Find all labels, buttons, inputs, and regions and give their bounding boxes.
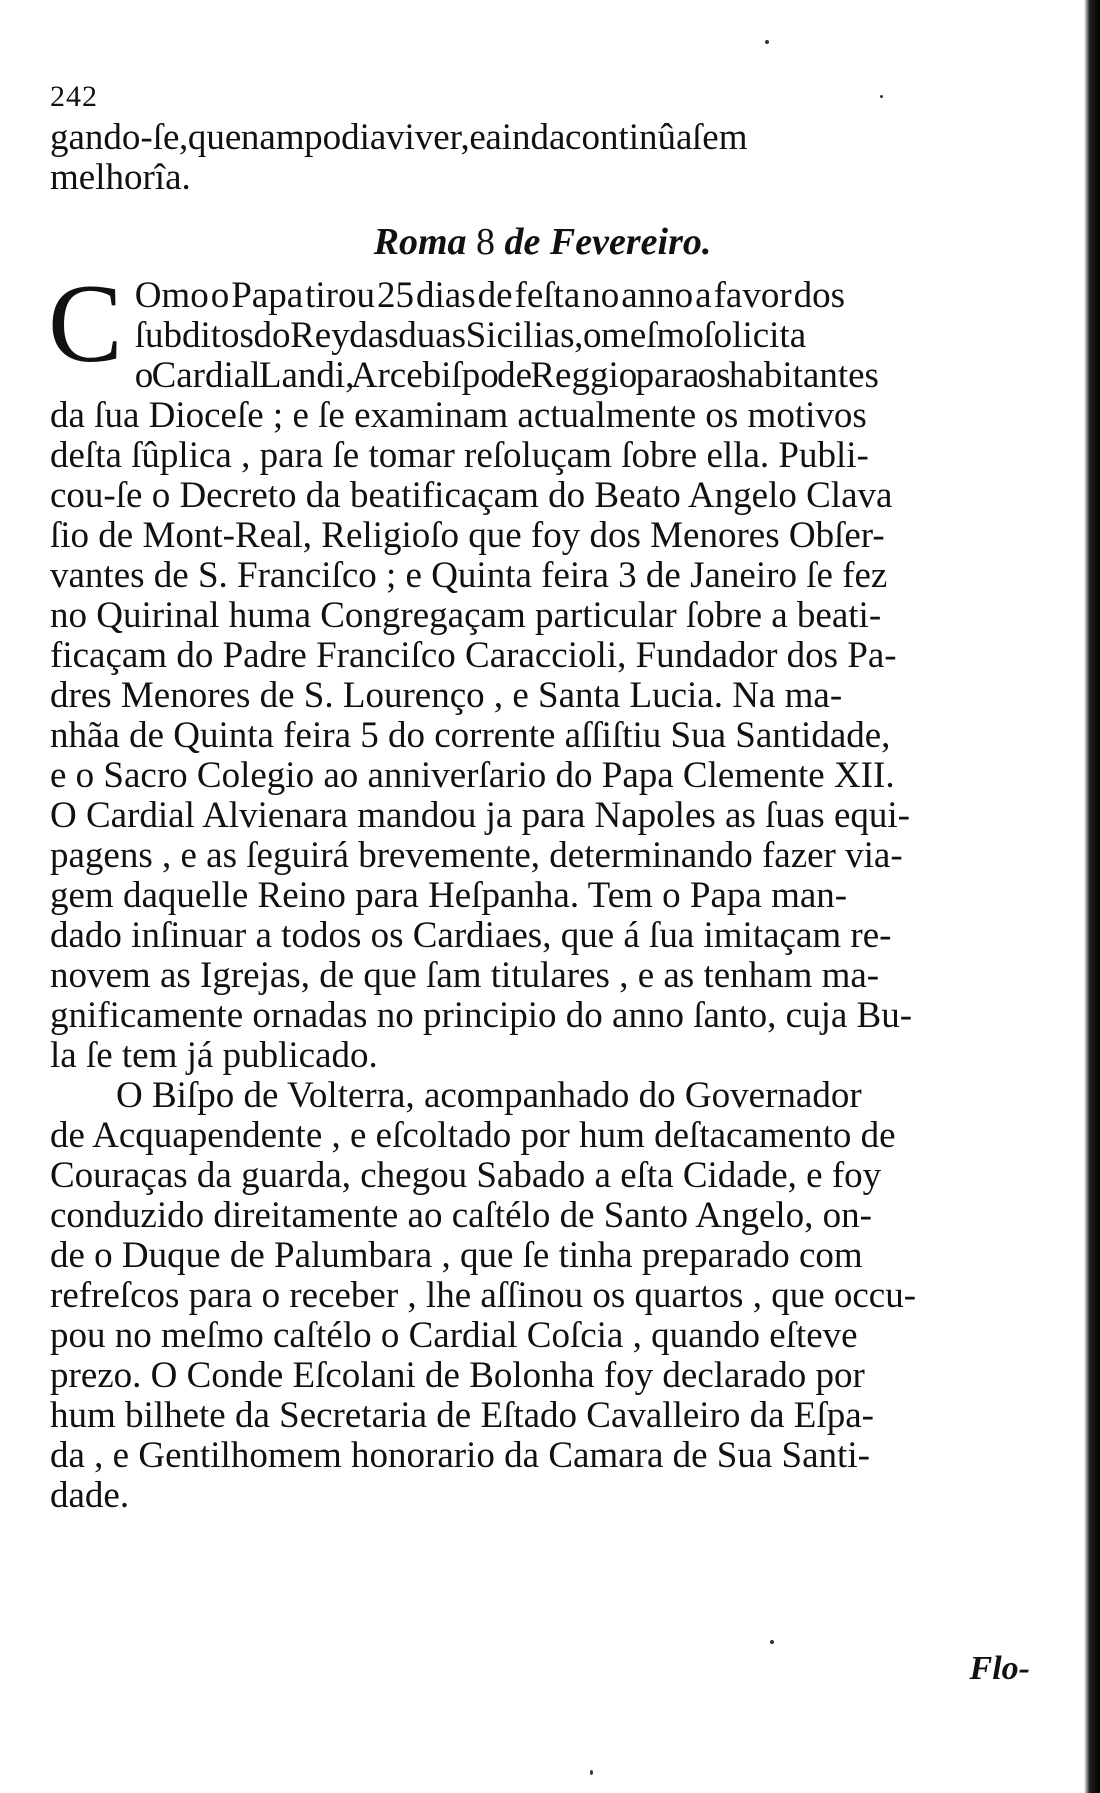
dateline-city: Roma	[373, 221, 467, 263]
text-line: prezo. O Conde Eſcolani de Bolonha foy declarado por	[50, 1355, 865, 1396]
paragraph-2	[50, 1076, 1035, 1516]
text-line: dres Menores de S. Lourenço , e Santa Lucia. Na ma-	[50, 675, 843, 716]
text-line: o Cardial Landi, Arcebiſpo de Reggio para os habitantes	[134, 355, 879, 396]
text-line: Omo o Papa tirou 25 dias de feſta no anno a favor dos	[134, 275, 846, 316]
ink-speck	[770, 1640, 774, 1644]
ink-speck	[590, 1770, 593, 1775]
text-line: dade.	[50, 1475, 130, 1516]
text-line: da , e Gentilhomem honorario da Camara de Sua Santi-	[50, 1435, 870, 1476]
text-body	[50, 118, 1035, 1516]
text-line: O Cardial Alvienara mandou ja para Napoles as ſuas equi-	[50, 795, 910, 836]
paragraph-1	[48, 262, 1035, 1076]
text-line: gem daquelle Reino para Heſpanha. Tem o Papa man-	[50, 875, 848, 916]
text-line: ficaçam do Padre Franciſco Caraccioli, Fundador dos Pa-	[50, 635, 897, 676]
text-line: de Acquapendente , e eſcoltado por hum deſtacamento de	[50, 1115, 896, 1156]
text-line: pagens , e as ſeguirá brevemente, determinando fazer via-	[50, 835, 903, 876]
drop-cap: C	[48, 262, 123, 386]
ink-speck	[765, 40, 769, 44]
ink-speck	[880, 95, 883, 98]
text-line: deſta ſûplica , para ſe tomar reſoluçam ſobre ella. Publi-	[50, 435, 869, 476]
text-line: gando-ſe , que nam podia viver, e ainda continûa ſem	[50, 117, 748, 158]
text-line: ſubditos do Rey das duas Sicilias , o meſmo ſolicita	[134, 315, 807, 356]
text-line: melhorîa.	[50, 157, 191, 198]
text-line: Couraças da guarda, chegou Sabado a eſta Cidade, e foy	[50, 1155, 882, 1196]
text-line: O Biſpo de Volterra, acompanhado do Governador	[116, 1075, 862, 1116]
dateline	[50, 222, 1035, 262]
text-line: conduzido direitamente ao caſtélo de Santo Angelo, on-	[50, 1195, 872, 1236]
page-binding-edge	[1084, 0, 1100, 1793]
text-line: de o Duque de Palumbara , que ſe tinha preparado com	[50, 1235, 863, 1276]
page-number: 242	[50, 80, 98, 113]
text-line: ſio de Mont-Real, Religioſo que foy dos Menores Obſer-	[50, 515, 885, 556]
dateline-rest: de Fevereiro.	[504, 221, 712, 263]
text-line: nhãa de Quinta feira 5 do corrente aſſiſtiu Sua Santidade,	[50, 715, 891, 756]
text-line: dado inſinuar a todos os Cardiaes, que á ſua imitaçam re-	[50, 915, 892, 956]
text-line: refreſcos para o receber , lhe aſſinou os quartos , que occu-	[50, 1275, 917, 1316]
catchword: Flo-	[969, 1650, 1030, 1687]
text-line: no Quirinal huma Congregaçam particular ſobre a beati-	[50, 595, 882, 636]
text-line: gnificamente ornadas no principio do anno ſanto, cuja Bu-	[50, 995, 913, 1036]
text-line: novem as Igrejas, de que ſam titulares , e as tenham ma-	[50, 955, 880, 996]
text-line: hum bilhete da Secretaria de Eſtado Cavalleiro da Eſpa-	[50, 1395, 874, 1436]
dateline-day: 8	[476, 221, 496, 263]
text-line: da ſua Dioceſe ; e ſe examinam actualmente os motivos	[50, 395, 867, 436]
text-line: vantes de S. Franciſco ; e Quinta feira 3 de Janeiro ſe fez	[50, 555, 888, 596]
text-line: e o Sacro Colegio ao anniverſario do Papa Clemente XII.	[50, 755, 895, 796]
text-line: pou no meſmo caſtélo o Cardial Coſcia , quando eſteve	[50, 1315, 858, 1356]
text-line: cou-ſe o Decreto da beatificaçam do Beato Angelo Clava	[50, 475, 893, 516]
text-line: la ſe tem já publicado.	[50, 1035, 378, 1076]
